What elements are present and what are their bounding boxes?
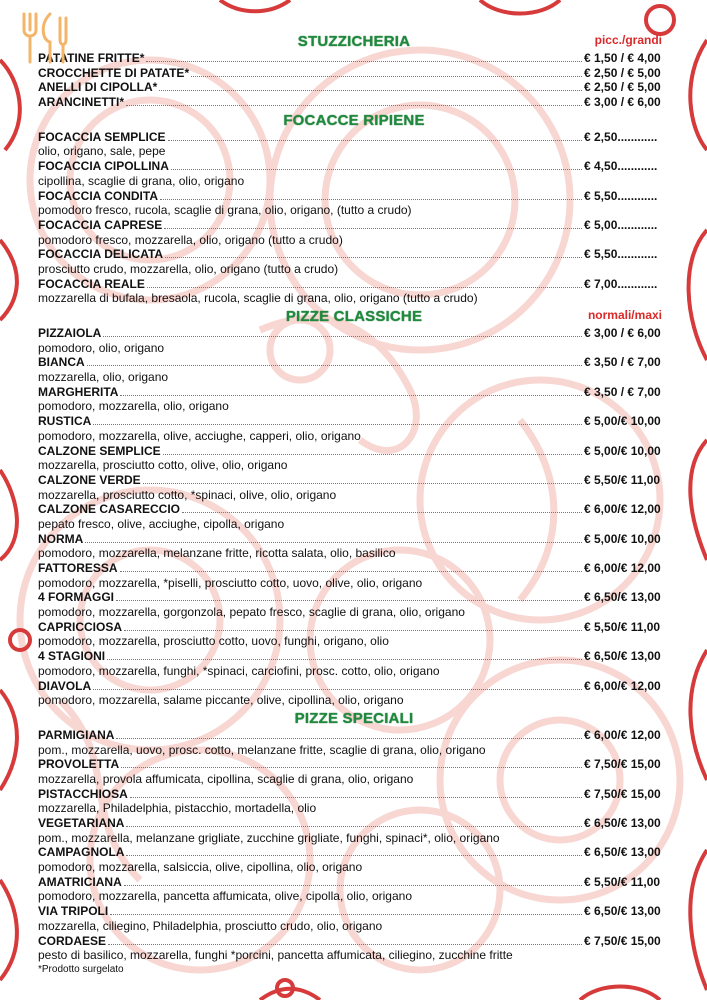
item-name: CAMPAGNOLA: [38, 845, 125, 860]
dot-leader: [165, 256, 582, 258]
dot-leader: [191, 75, 582, 77]
item-price: € 2,50 / € 5,00: [584, 65, 661, 80]
item-price: € 3,50 / € 7,00: [584, 355, 661, 370]
menu-item-row: [38, 159, 670, 174]
item-description: mozzarella, Philadelphia, pistacchio, mortadella, olio: [38, 801, 317, 816]
menu-item-row: [38, 904, 670, 919]
menu-sheet: [38, 31, 670, 975]
menu-item: [38, 728, 670, 757]
footnote: *Prodotto surgelato: [38, 963, 124, 975]
menu-item: [38, 80, 670, 95]
item-description: mozzarella, olio, origano: [38, 370, 169, 385]
menu-item-row: [38, 326, 670, 341]
menu-item-row: [38, 80, 670, 95]
item-name: NORMA: [38, 531, 84, 546]
menu-item-row: [38, 649, 670, 664]
dot-leader: [107, 658, 582, 660]
item-name: BIANCA: [38, 355, 85, 370]
item-price: € 7,50/€ 15,00: [584, 786, 661, 801]
menu-item: [38, 904, 670, 933]
menu-item-row: [38, 816, 670, 831]
item-price: € 3,00 / € 6,00: [584, 95, 661, 110]
item-description: mozzarella, prosciutto cotto, *spinaci, olive, olio, origano: [38, 487, 337, 502]
menu-item-row: [38, 247, 670, 262]
menu-item: [38, 649, 670, 678]
dot-leader: [171, 168, 582, 170]
dot-leader: [93, 688, 582, 690]
section-header: [38, 110, 670, 130]
menu-item: [38, 277, 670, 306]
menu-item: [38, 787, 670, 816]
item-description: pepato fresco, olive, acciughe, cipolla, origano: [38, 516, 285, 531]
dot-leader: [120, 570, 582, 572]
menu-item-row: [38, 845, 670, 860]
menu-item: [38, 66, 670, 81]
menu-item-row: [38, 620, 670, 635]
price-column-label: picc./grandi: [594, 33, 662, 47]
menu-item: [38, 218, 670, 247]
item-name: FOCACCIA SEMPLICE: [38, 129, 166, 144]
item-price: € 5,50/€ 11,00: [584, 874, 661, 889]
dot-leader: [168, 139, 582, 141]
item-price: € 6,00/€ 12,00: [584, 502, 661, 517]
menu-item-row: [38, 218, 670, 233]
item-name: AMATRICIANA: [38, 874, 122, 889]
dot-leader: [87, 364, 582, 366]
dot-leader: [108, 943, 582, 945]
menu-item-row: [38, 532, 670, 547]
menu-item: [38, 385, 670, 414]
menu-item: [38, 620, 670, 649]
item-description: pomodoro fresco, rucola, scaglie di grana, olio, origano, (tutto a crudo): [38, 203, 412, 218]
item-description: pomodoro, mozzarella, melanzane fritte, ricotta salata, olio, basilico: [38, 546, 396, 561]
menu-item-row: [38, 95, 670, 110]
dot-leader: [116, 599, 582, 601]
menu-item-row: [38, 502, 670, 517]
section-title: FOCACCE RIPIENE: [283, 111, 425, 129]
item-name: 4 FORMAGGI: [38, 590, 115, 605]
menu-item: [38, 845, 670, 874]
dot-leader: [146, 60, 582, 62]
item-description: prosciutto crudo, mozzarella, olio, origano (tutto a crudo): [38, 261, 339, 276]
item-name: PROVOLETTA: [38, 757, 120, 772]
item-price: € 5,50............: [584, 188, 658, 203]
item-price: € 7,50/€ 15,00: [584, 933, 661, 948]
menu-item: [38, 247, 670, 276]
item-description: pomodoro, mozzarella, salsiccia, olive, cipollina, olio, origano: [38, 860, 363, 875]
item-price: € 5,50/€ 11,00: [584, 472, 661, 487]
item-name: 4 STAGIONI: [38, 649, 106, 664]
menu-item-row: [38, 561, 670, 576]
item-price: € 3,50 / € 7,00: [584, 384, 661, 399]
menu-item: [38, 590, 670, 619]
menu-item: [38, 95, 670, 110]
dot-leader: [126, 854, 582, 856]
item-name: FATTORESSA: [38, 561, 118, 575]
section-header: [38, 31, 670, 51]
menu-item: [38, 159, 670, 188]
menu-item: [38, 875, 670, 904]
item-price: € 2,50............: [584, 129, 658, 144]
item-name: FOCACCIA DELICATA: [38, 247, 164, 262]
item-name: PIZZAIOLA: [38, 326, 102, 340]
fork-knife-icon: [16, 10, 78, 66]
item-name: CALZONE CASARECCIO: [38, 502, 181, 517]
menu-item-row: [38, 385, 670, 400]
item-description: mozzarella, ciliegino, Philadelphia, prosciutto crudo, olio, origano: [38, 918, 383, 933]
dot-leader: [163, 453, 582, 455]
section-title: PIZZE CLASSICHE: [285, 308, 423, 325]
item-description: pomodoro, mozzarella, gorgonzola, pepato fresco, scaglie di grana, olio, origano: [38, 605, 465, 620]
dot-leader: [130, 796, 582, 798]
dot-leader: [110, 913, 582, 915]
menu-item-row: [38, 473, 670, 488]
item-description: mozzarella di bufala, bresaola, rucola, scaglie di grana, olio, origano (tutto a crudo): [38, 291, 478, 306]
item-description: pomodoro, olio, origano: [38, 340, 165, 355]
item-price: € 5,00/€ 10,00: [584, 531, 661, 546]
menu-item: [38, 679, 670, 708]
menu-item: [38, 502, 670, 531]
item-name: PISTACCHIOSA: [38, 786, 128, 801]
dot-leader: [147, 286, 582, 288]
item-price: € 5,00/€ 10,00: [584, 443, 661, 458]
item-description: cipollina, scaglie di grana, olio, origano: [38, 173, 245, 188]
menu-item-row: [38, 757, 670, 772]
item-description: olio, origano, sale, pepe: [38, 144, 166, 159]
item-price: € 6,50/€ 13,00: [584, 590, 661, 605]
item-description: mozzarella, prosciutto cotto, olive, olio, origano: [38, 458, 288, 473]
item-description: pomodoro, mozzarella, prosciutto cotto, uovo, funghi, origano, olio: [38, 634, 389, 649]
item-price: € 3,00 / € 6,00: [584, 326, 661, 340]
item-price: € 5,00............: [584, 217, 658, 232]
dot-leader: [93, 423, 582, 425]
item-name: CALZONE SEMPLICE: [38, 443, 161, 458]
item-description: pomodoro, mozzarella, olio, origano: [38, 399, 229, 414]
menu-item: [38, 757, 670, 786]
dot-leader: [85, 541, 582, 543]
item-description: pomodoro, mozzarella, pancetta affumicata, olive, cipolla, olio, origano: [38, 889, 412, 904]
menu-item: [38, 130, 670, 159]
menu-item-row: [38, 679, 670, 694]
item-name: ARANCINETTI*: [38, 95, 124, 110]
item-description: pomodoro, mozzarella, funghi, *spinaci, carciofini, prosc. cotto, olio, origano: [38, 663, 440, 678]
dot-leader: [116, 737, 582, 739]
menu-item-row: [38, 189, 670, 204]
item-name: FOCACCIA CONDITA: [38, 188, 158, 203]
dot-leader: [143, 482, 582, 484]
item-name: CAPRICCIOSA: [38, 619, 123, 634]
menu-item: [38, 561, 670, 590]
item-name: ANELLI DI CIPOLLA*: [38, 80, 158, 95]
item-name: PATATINE FRITTE*: [38, 51, 145, 65]
item-price: € 7,50/€ 15,00: [584, 757, 661, 772]
dot-leader: [124, 629, 582, 631]
item-price: € 6,00/€ 12,00: [584, 678, 661, 693]
menu-item-row: [38, 355, 670, 370]
menu-item: [38, 326, 670, 355]
item-name: FOCACCIA REALE: [38, 276, 145, 291]
menu-item: [38, 355, 670, 384]
menu-item-row: [38, 728, 670, 743]
dot-leader: [159, 89, 582, 91]
item-name: CORDAESE: [38, 933, 107, 948]
dot-leader: [120, 394, 582, 396]
item-price: € 5,50............: [584, 247, 658, 262]
item-name: PARMIGIANA: [38, 727, 115, 742]
menu-item-row: [38, 130, 670, 145]
item-price: € 4,50............: [584, 159, 658, 174]
item-description: pomodoro, mozzarella, olive, acciughe, capperi, olio, origano: [38, 428, 361, 443]
item-price: € 7,00............: [584, 276, 658, 291]
menu-item-row: [38, 414, 670, 429]
item-description: pomodoro, mozzarella, *piselli, prosciutto cotto, uovo, olive, olio, origano: [38, 575, 423, 590]
section-title: STUZZICHERIA: [297, 33, 411, 50]
dot-leader: [126, 825, 582, 827]
item-price: € 5,00/€ 10,00: [584, 414, 661, 429]
item-name: MARGHERITA: [38, 384, 119, 399]
menu-item-row: [38, 277, 670, 292]
dot-leader: [182, 511, 582, 513]
item-description: mozzarella, provola affumicata, cipollina, scaglie di grana, olio, origano: [38, 771, 414, 786]
menu-item: [38, 473, 670, 502]
dot-leader: [164, 227, 582, 229]
item-description: pom., mozzarella, melanzane grigliate, zucchine grigliate, funghi, spinaci*, olio, origano: [38, 830, 500, 845]
item-price: € 5,50/€ 11,00: [584, 619, 661, 634]
item-name: DIAVOLA: [38, 678, 92, 693]
item-name: CALZONE VERDE: [38, 472, 141, 487]
dot-leader: [103, 335, 582, 337]
menu-item: [38, 816, 670, 845]
item-price: € 6,50/€ 13,00: [584, 649, 661, 664]
item-name: RUSTICA: [38, 414, 92, 429]
item-price: € 6,50/€ 13,00: [584, 816, 661, 830]
menu-item-row: [38, 875, 670, 890]
item-price: € 1,50 / € 4,00: [584, 51, 661, 65]
menu-item: [38, 51, 670, 66]
section-header: [38, 708, 670, 728]
menu-item-row: [38, 51, 670, 66]
menu-item-row: [38, 787, 670, 802]
menu-item: [38, 444, 670, 473]
menu-item-row: [38, 66, 670, 81]
item-name: CROCCHETTE DI PATATE*: [38, 65, 190, 80]
menu-item: [38, 189, 670, 218]
item-price: € 6,50/€ 13,00: [584, 904, 661, 919]
item-name: VEGETARIANA: [38, 816, 125, 830]
item-name: FOCACCIA CAPRESE: [38, 217, 163, 232]
price-column-label: normali/maxi: [587, 308, 662, 322]
menu-item: [38, 414, 670, 443]
item-name: FOCACCIA CIPOLLINA: [38, 159, 169, 174]
item-name: VIA TRIPOLI: [38, 904, 109, 919]
item-description: pomodoro, mozzarella, salame piccante, olive, cipollina, olio, origano: [38, 693, 404, 708]
section-header: [38, 306, 670, 326]
item-price: € 2,50 / € 5,00: [584, 80, 661, 95]
item-description: pom., mozzarella, uovo, prosc. cotto, melanzane fritte, scaglie di grana, olio, origano: [38, 742, 486, 757]
dot-leader: [124, 884, 582, 886]
menu-item-row: [38, 934, 670, 949]
section-title: PIZZE SPECIALI: [294, 709, 414, 727]
dot-leader: [126, 104, 582, 106]
menu-item-row: [38, 444, 670, 459]
item-description: pomodoro fresco, mozzarella, olio, origano (tutto a crudo): [38, 232, 343, 247]
menu-item-row: [38, 590, 670, 605]
dot-leader: [121, 766, 582, 768]
dot-leader: [160, 198, 582, 200]
item-description: pesto di basilico, mozzarella, funghi *porcini, pancetta affumicata, ciliegino, zucchine fritte: [38, 948, 513, 963]
item-price: € 6,50/€ 13,00: [584, 845, 661, 860]
item-price: € 6,00/€ 12,00: [584, 727, 661, 742]
menu-item: [38, 532, 670, 561]
item-price: € 6,00/€ 12,00: [584, 561, 661, 575]
menu-item: [38, 934, 670, 963]
